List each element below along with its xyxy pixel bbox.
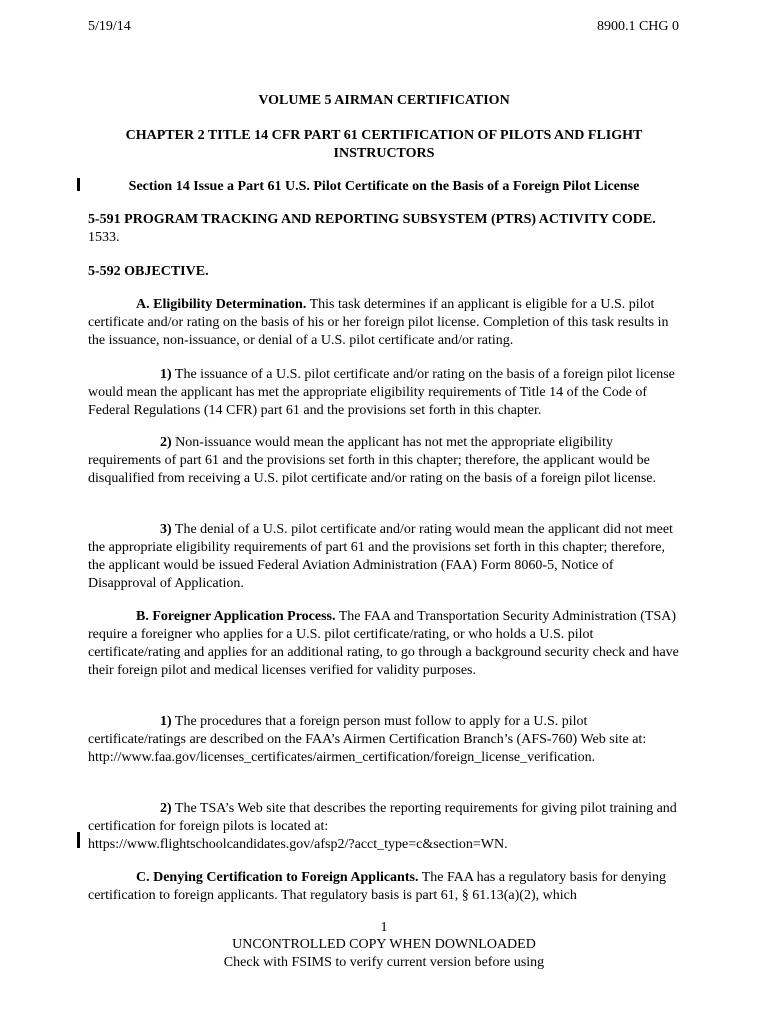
item-text: The issuance of a U.S. pilot certificate and/or rating on the basis of a foreign pilot license would mean the applicant has met the appropriate eligibility requirements of Title 14 of the Code of Federal Regulations (14 CFR) part 61 and the provisions set forth in this chapter. [88,367,675,418]
subparagraph-text: The FAA and Transportation Security Administration (TSA) require a foreigner who applies for a U.S. pilot certificate/rating, or who holds a U.S. pilot certificate/rating and applies for an additional rating, to go through a background security check and have their foreign pilot and medical licenses verified for validity purposes. [88,609,679,678]
subparagraph-text: The FAA has a regulatory basis for denying certification to foreign applicants. That regulatory basis is part 61, § 61.13(a)(2), which [88,870,667,903]
subparagraph-b [88,608,680,680]
item-number: 2) [160,435,172,450]
paragraph-5-591 [88,211,680,247]
subparagraph-label: A. Eligibility Determination. [136,297,307,312]
item-text: Non-issuance would mean the applicant has not met the appropriate eligibility requirements of part 61 and the provisions set forth in this chapter; therefore, the applicant would be disqualified from receiving a U.S. pilot certificate and/or rating on the basis of a foreign pilot license. [88,435,656,486]
list-item [88,366,680,420]
subparagraph-label: B. Foreigner Application Process. [136,609,336,624]
list-item [88,434,680,488]
section-title: Section 14 Issue a Part 61 U.S. Pilot Certificate on the Basis of a Foreign Pilot License [128,179,640,194]
tsa-url-link[interactable]: https://www.flightschoolcandidates.gov/afsp2/?acct_type=c&section=WN. [88,837,508,852]
item-text: The procedures that a foreign person must follow to apply for a U.S. pilot certificate/ratings are described on the FAA’s Airmen Certification Branch’s (AFS-760) Web site at: [88,714,647,747]
list-item [88,521,680,593]
paragraph-5-592-heading: 5-592 OBJECTIVE. [88,264,209,279]
subparagraph-label: C. Denying Certification to Foreign Applicants. [136,870,419,885]
item-number: 1) [160,367,172,382]
header-date: 5/19/14 [88,19,131,34]
item-number: 3) [160,522,172,537]
item-number: 2) [160,801,172,816]
chapter-title: CHAPTER 2 TITLE 14 CFR PART 61 CERTIFICATION OF PILOTS AND FLIGHT INSTRUCTORS [125,128,643,161]
footer-notice: UNCONTROLLED COPY WHEN DOWNLOADED [232,937,536,952]
subparagraph-a [88,296,680,350]
footer-instruction: Check with FSIMS to verify current version before using [223,955,545,970]
list-item [88,713,680,767]
faa-url-link[interactable]: http://www.faa.gov/licenses_certificates/airmen_certification/foreign_license_verification. [88,750,596,765]
item-text: The TSA’s Web site that describes the reporting requirements for giving pilot training and certification for foreign pilots is located at: [88,801,677,834]
item-number: 1) [160,714,172,729]
subparagraph-text: This task determines if an applicant is eligible for a U.S. pilot certificate and/or rating on the basis of his or her foreign pilot license. Completion of this task results in the issuance, non-issuance, or denial of a U.S. pilot certificate and/or rating. [88,297,669,348]
change-bar [77,178,80,191]
subparagraph-c [88,869,680,905]
activity-code: 1533. [88,230,120,245]
page-number: 1 [380,920,388,935]
header-doc-id: 8900.1 CHG 0 [596,19,679,34]
paragraph-heading: 5-591 PROGRAM TRACKING AND REPORTING SUBSYSTEM (PTRS) ACTIVITY CODE. [88,212,656,227]
change-bar [77,832,80,848]
volume-title: VOLUME 5 AIRMAN CERTIFICATION [258,93,510,108]
list-item [88,800,680,854]
item-text: The denial of a U.S. pilot certificate and/or rating would mean the applicant did not meet the appropriate eligibility requirements of part 61 and the provisions set forth in this chapter; therefore, the applicant would be issued Federal Aviation Administration (FAA) Form 8060-5, Notice of Disapproval of Application. [88,522,673,591]
